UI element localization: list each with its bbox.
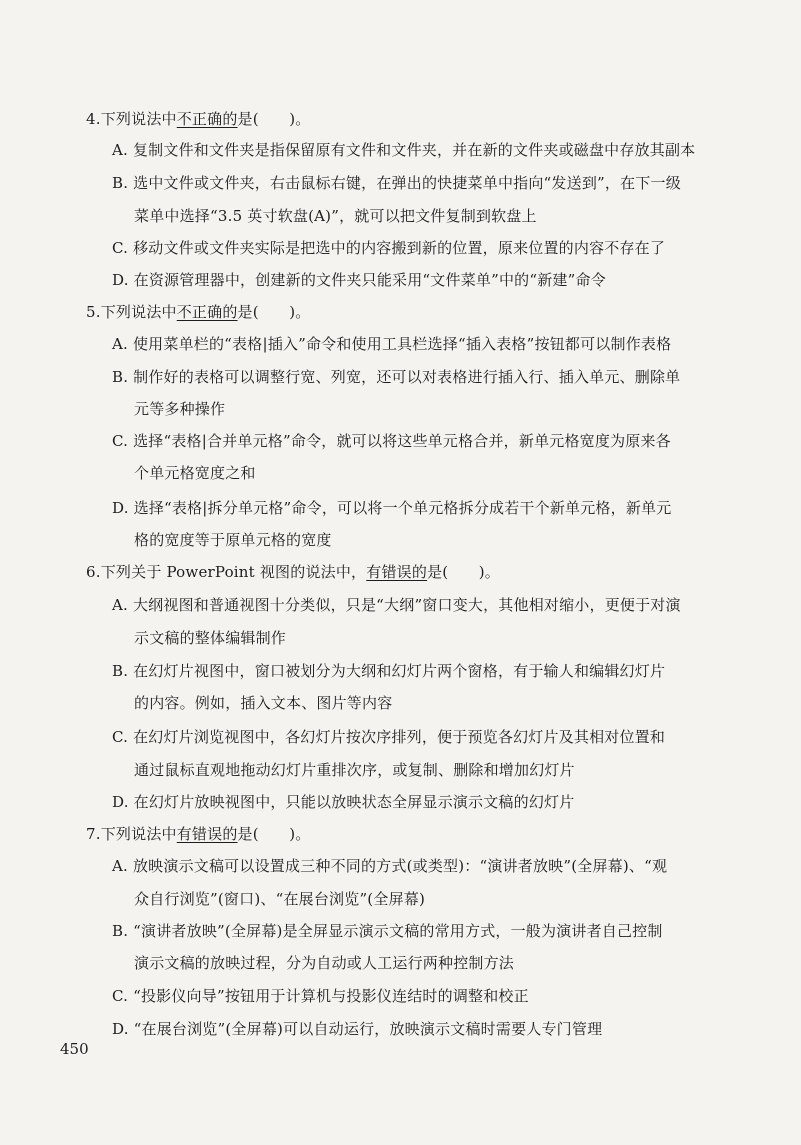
question-6-option-b: B. 在幻灯片视图中，窗口被划分为大纲和幻灯片两个窗格，有于输人和编辑幻灯片 [112,662,666,680]
question-7-option-d: D. “在展台浏览”(全屏幕)可以自动运行，放映演示文稿时需要人专门管理 [112,1020,603,1038]
question-7-option-b-cont: 演示文稿的放映过程，分为自动或人工运行两种控制方法 [134,954,515,972]
question-5-option-b: B. 制作好的表格可以调整行宽、列宽，还可以对表格进行插入行、插入单元、删除单 [112,368,681,386]
question-5-option-d-cont: 格的宽度等于原单元格的宽度 [134,531,332,549]
question-4-option-b-cont: 菜单中选择“3.5 英寸软盘(A)”，就可以把文件复制到软盘上 [134,207,537,225]
question-5-option-c: C. 选择“表格|合并单元格”命令，就可以将这些单元格合并，新单元格宽度为原来各 [112,432,671,450]
question-5-option-c-cont: 个单元格宽度之和 [134,464,256,482]
question-6-option-a-cont: 示文稿的整体编辑制作 [134,629,287,647]
question-4-option-a: A. 复制文件和文件夹是指保留原有文件和文件夹，并在新的文件夹或磁盘中存放其副本 [112,141,696,159]
question-4-stem: 4.下列说法中不正确的是( )。 [86,110,311,128]
question-6-stem: 6.下列关于 PowerPoint 视图的说法中，有错误的是( )。 [86,563,500,581]
question-6-option-c: C. 在幻灯片浏览视图中，各幻灯片按次序排列，便于预览各幻灯片及其相对位置和 [112,728,666,746]
question-5-option-a: A. 使用菜单栏的“表格|插入”命令和使用工具栏选择“插入表格”按钮都可以制作表格 [112,335,672,353]
question-5-stem: 5.下列说法中不正确的是( )。 [86,303,311,321]
question-6-option-a: A. 大纲视图和普通视图十分类似，只是“大纲”窗口变大，其他相对缩小，更便于对演 [112,596,681,614]
question-7-option-a-cont: 众自行浏览”(窗口)、“在展台浏览”(全屏幕) [134,890,426,908]
question-7-option-c: C. “投影仪向导”按钮用于计算机与投影仪连结时的调整和校正 [112,987,529,1005]
question-4-option-b: B. 选中文件或文件夹，右击鼠标右键，在弹出的快捷菜单中指向“发送到”，在下一级 [112,174,681,192]
question-4-option-c: C. 移动文件或文件夹实际是把选中的内容搬到新的位置，原来位置的内容不存在了 [112,239,666,257]
question-6-option-b-cont: 的内容。例如，插入文本、图片等内容 [134,694,393,712]
page-number: 450 [60,1040,89,1058]
question-7-stem: 7.下列说法中有错误的是( )。 [86,825,311,843]
question-5-option-d: D. 选择“表格|拆分单元格”命令，可以将一个单元格拆分成若干个新单元格，新单元 [112,499,672,517]
question-6-option-d: D. 在幻灯片放映视图中，只能以放映状态全屏显示演示文稿的幻灯片 [112,793,575,811]
question-7-option-a: A. 放映演示文稿可以设置成三种不同的方式(或类型)：“演讲者放映”(全屏幕)、“观 [112,857,668,875]
question-4-option-d: D. 在资源管理器中，创建新的文件夹只能采用“文件菜单”中的“新建”命令 [112,271,606,289]
question-5-option-b-cont: 元等多种操作 [134,400,226,418]
question-6-option-c-cont: 通过鼠标直观地拖动幻灯片重排次序，或复制、删除和增加幻灯片 [134,761,575,779]
question-7-option-b: B. “演讲者放映”(全屏幕)是全屏显示演示文稿的常用方式，一般为演讲者自己控制 [112,922,663,940]
